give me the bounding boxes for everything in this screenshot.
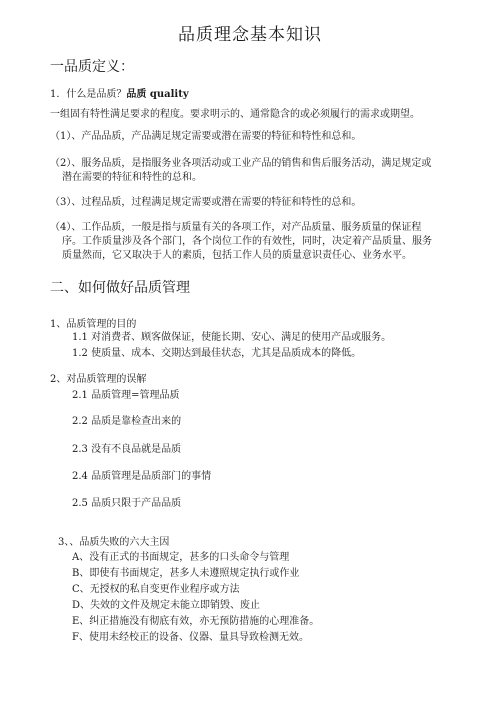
- definition-text: 一组固有特性满足要求的程度。要求明示的、通常隐含的或必须履行的需求或期望。: [50, 109, 420, 120]
- misconception-item: 2.4 品质管理是品质部门的事情: [72, 471, 212, 482]
- misconception-item: 2.3 没有不良品就是品质: [72, 444, 182, 455]
- misconception-item: 2.1 品质管理=管理品质: [72, 390, 180, 401]
- causes-title: 3、、品质失败的六大主因: [58, 537, 170, 548]
- purpose-item: 1.2 使质量、成本、交期达到最佳状态，尤其是品质成本的降低。: [72, 348, 362, 359]
- section-heading-definition: 一品质定义：: [50, 59, 134, 75]
- cause-item: D、失效的文件及规定未能立即销毁、废止: [72, 600, 261, 611]
- definition-item-2-cont: 潜在需要的特征和特性的总和。: [62, 172, 202, 183]
- purpose-title: 1、品质管理的目的: [50, 319, 137, 330]
- definition-item-4-cont-2: 质量然而，它又取决于人的素质，包括工作人员的质量意识责任心、业务水平。: [62, 250, 412, 261]
- misconception-item: 2.2 品质是靠检查出来的: [72, 416, 182, 427]
- definition-item-4: （4）、工作品质，一般是指与质量有关的各项工作，对产品质量、服务质量的保证程: [50, 222, 422, 233]
- cause-item: C、无授权的私自变更作业程序或方法: [72, 584, 240, 595]
- cause-item: E、纠正措施没有彻底有效，亦无预防措施的心理准备。: [72, 616, 320, 627]
- definition-item-3: （3）、过程品质，过程满足规定需要或潜在需要的特征和特性的总和。: [50, 197, 362, 208]
- cause-item: A、没有正式的书面规定，甚多的口头命令与管理: [72, 552, 290, 563]
- page-title: 品质理念基本知识: [178, 25, 322, 45]
- section-heading-management: 二、如何做好品质管理: [50, 280, 190, 296]
- purpose-item: 1.1 对消费者、顾客做保证，使能长期、安心、满足的使用产品或服务。: [72, 332, 392, 343]
- question-line: [50, 88, 189, 102]
- definition-item-1: （1）、产品品质，产品满足规定需要或潜在需要的特征和特性和总和。: [50, 131, 362, 142]
- misconception-item: 2.5 品质只限于产品品质: [72, 498, 182, 509]
- cause-item: F、使用未经校正的设备、仪器、量具导致检测无效。: [72, 632, 309, 643]
- misconception-title: 2、对品质管理的误解: [50, 374, 147, 385]
- question-prefix: 1．什么是品质？: [50, 89, 127, 100]
- cause-item: B、即使有书面规定，甚多人未遵照规定执行或作业: [72, 568, 300, 579]
- definition-item-4-cont-1: 序。工作质量涉及各个部门，各个岗位工作的有效性，同时，决定着产品质量、服务: [62, 236, 432, 247]
- question-term: 品质 quality: [126, 89, 189, 100]
- definition-item-2: （2）、服务品质，是指服务业各项活动或工业产品的销售和售后服务活动，满足规定或: [50, 158, 432, 169]
